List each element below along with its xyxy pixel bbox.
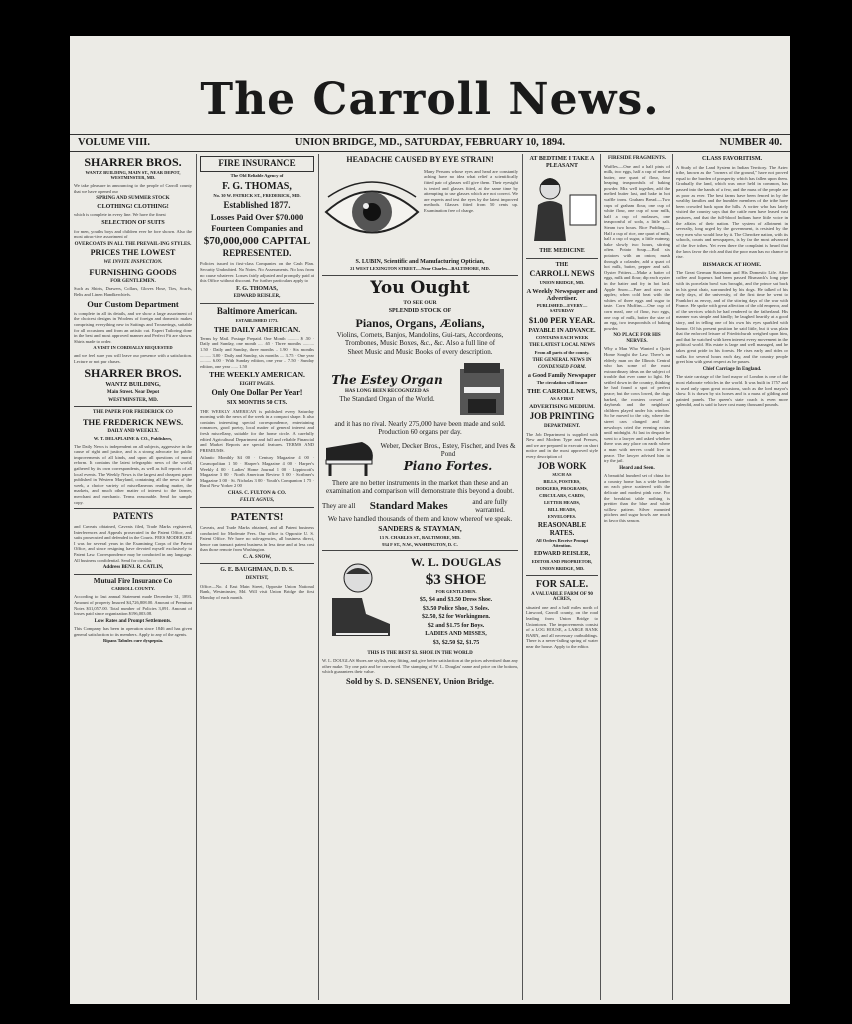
boys-shoe: $2 and $1.75 for Boys. — [427, 622, 485, 629]
delaplaine: W. T. DELAPLAINE & CO., Publishers, — [93, 435, 173, 441]
body-text: The state carriage of the lord mayor of London is one of the most elaborate vehicles in the world. It was built in 1757 and is used only upon great occasions, such as the lord mayor's show. It is drawn by six horses and is a mass of gilding and painted panels. The queen's state coach is even more splendid, and is said to have cost many thousand pounds. — [676, 374, 788, 408]
reasonable-rates: REASONABLE RATES. — [537, 521, 587, 537]
best-shoe: THIS IS THE BEST $3. SHOE IN THE WORLD — [367, 650, 473, 656]
body-text: A beautiful hundred set of china for a country home has a wide border on each piece scattered with the delicate and modest pink rose. For the breakfast table nothing is prettier than the blue and white willow pattern. Silver mounted pitchers and sugar bowls are much in favor this season. — [604, 473, 670, 524]
body-text: W. L. DOUGLAS Shoes are stylish, easy fitting, and give better satisfaction at the prices advertised than any other make. Try one pair and be convinced. The stamping of W. L. Douglas' name and price on the bottom, which guarantees their value. — [322, 658, 518, 675]
lubin: S. LUBIN, Scientific and Manufacturing Optician, — [355, 258, 485, 265]
gentlemen-heading: FOR GENTLEMEN. — [110, 278, 156, 284]
job-printing: JOB PRINTING — [529, 411, 595, 422]
only-one-dollar: Only One Dollar Per Year! — [211, 388, 303, 398]
payable-advance: PAYABLE IN ADVANCE. — [528, 327, 596, 334]
ladies-prices: $3, $2.50 $2, $1.75 — [432, 640, 480, 647]
suits-heading: SELECTION OF SUITS — [101, 219, 165, 226]
weekly-newspaper: A Weekly Newspaper and Advertiser. — [526, 288, 598, 303]
body-text: Waffles.—One and a half pints of milk, two eggs, half a cup of melted butter, one quart of flour, four heaping teaspoonfuls of baking powder. Mix well together, add the melted butter last, and bake in hot waffle irons. Graham Bread.—Two cups of graham flour, one cup of white flour, one cup of sour milk, half a cup of molasses, one teaspoonful of soda, a little salt. Steam two hours. Rice Pudding.—Half a cup of rice, one quart of milk, half a cup of sugar, a little nutmeg; bake slowly two hours, stirring often. Potato Soup.—Boil six potatoes with an onion; mash through a colander, add a quart of hot milk, butter, pepper and salt. Oyster Fritters.—Make a batter of eggs, milk and flour; dip each oyster in the batter and fry in hot lard. Apple Snow.—Pare and stew six apples; when cold beat with the whites of three eggs and sugar to taste. Corn Muffins.—One cup of corn meal, one of flour, two eggs, one cup of milk, butter the size of an egg, two teaspoonfuls of baking powder. — [604, 163, 670, 331]
prompt-attention: All Orders Receive Prompt Attention. — [535, 538, 589, 549]
body-text: The Job Department is supplied with New and Modern Type and Presses, and we are prepared to execute on short notice and in the most approved style every description of — [526, 431, 598, 459]
invite-heading: WE INVITE INSPECTION. — [103, 260, 163, 266]
sheet-music: Sheet Music and Music Books of every description. — [347, 348, 493, 357]
body-text: According to last annual Statement made December 31, 1893. Amount of property Insured $4,726,808.00. Amount of Premium Notes $31,057.00. Total number of Policies 3,091. Amount of losses paid since organization $196,003.08. — [74, 594, 192, 617]
the-carroll-news: THE CARROLL NEWS, — [527, 388, 597, 396]
fourteen-companies: Fourteen Companies and — [211, 223, 303, 233]
sharrer-heading-2: SHARRER BROS. — [84, 365, 182, 380]
carroll-news-ad: CARROLL NEWS — [529, 269, 595, 279]
paper-for: THE PAPER FOR FREDERICK CO — [93, 410, 173, 416]
dateline-text: UNION BRIDGE, MD., SATURDAY, FEBRUARY 10, 1894. — [294, 137, 566, 148]
editor-proprietor: EDITOR AND PROPRIETOR, — [531, 558, 593, 564]
dollar-per-year: $1.00 PER YEAR. — [528, 315, 596, 326]
body-text: and we feel sure you will leave our presence with a satisfaction. Lecture or not pur chases. — [74, 353, 192, 364]
family-newspaper: a Good Family Newspaper — [527, 372, 597, 379]
furnishing-heading: FURNISHING GOODS — [89, 266, 177, 277]
main-street: Main Street. Near Depot — [106, 390, 160, 396]
to-see-our: TO SEE OUR — [403, 300, 437, 307]
three-dollar-shoe: $3 SHOE — [425, 571, 487, 588]
body-text: which is complete in every line. We have the finest — [74, 212, 166, 218]
column-2 — [200, 154, 314, 1000]
for-gentlemen: FOR GENTLEMEN. — [435, 589, 477, 595]
douglas-heading: W. L. DOUGLAS — [410, 555, 502, 570]
department: DEPARTMENT. — [544, 424, 580, 430]
mutual-fire: Mutual Fire Insurance Co — [93, 576, 173, 585]
for-sale: FOR SALE. — [535, 578, 589, 590]
sanders-address: 13 N. CHARLES ST., BALTIMORE, MD. — [379, 534, 461, 540]
job-work: JOB WORK — [537, 460, 587, 471]
standard-organ: The Standard Organ of the World. — [339, 395, 435, 404]
represented: REPRESENTED. — [222, 248, 292, 259]
wantz-building: WANTZ BUILDING, — [105, 381, 161, 388]
latest-local: THE LATEST LOCAL NEWS — [529, 343, 595, 349]
body-text: situated one and a half miles north of Linwood, Carroll county, on the road leading from Union Bridge to Uniontown. The improvements consist of a LOG HOUSE, a LARGE BANK BARN, and all necessary outbuildings. There is a never-failing spring of water near the house. Apply to the editor. — [526, 604, 598, 649]
fulton: CHAS. C. FULTON & CO. — [227, 490, 287, 496]
column-3 — [322, 154, 518, 1000]
condensed-form: CONDENSED FORM. — [537, 365, 587, 371]
body-text: for men, youths boys and children ever be fore shown. Also the most attrac-tive assortment of — [74, 228, 192, 240]
they-are-all: They are all — [322, 501, 356, 510]
medicine: THE MEDICINE — [539, 248, 585, 255]
general-news: THE GENERAL NEWS IN — [532, 357, 592, 363]
pianos-organs: Pianos, Organs, Æolians, — [355, 315, 485, 330]
column-rule — [318, 154, 319, 1000]
capital: $70,000,000 CAPITAL — [203, 235, 311, 248]
body-text: Policies issued in first-class Companies on the Cash Plan. Security Undoubted. No Notes. No Assessments. No loss from no cause whatever. Losses fairly adjusted and promptly paid at this Office without discount. For further particulars apply to — [200, 261, 314, 284]
daily-american: THE DAILY AMERICAN. — [213, 324, 301, 334]
ripans: Ripans Tabules cure dyspepsia. — [103, 638, 163, 644]
sharrer-address: WANTZ BUILDING, MAIN ST., NEAR DEPOT, WESTMINSTER, MD. — [85, 170, 181, 181]
overcoats-heading: OVERCOATS IN ALL THE PREVAIL-ING STYLES. — [74, 241, 192, 247]
fire-insurance: FIRE INSURANCE — [200, 156, 314, 172]
body-text: A Study of the Land System in Indian Territory. The Aztec tribe, known as the "owners of the ground," have not proved equal to the burden of prosperity which has fallen upon them. Gradually the land, which was once held in common, has passed into the hands of a few, and the mass of the people are as poor as ever. The best farms have been fenced in by the wealthy families and the humbler members of the tribe have been crowded back upon the hills. A writer who has lately visited the country says that the cattle men have leased vast pastures, and that the full-blood Indians have little voice in the affairs of their nation. The system of allotment in severalty, long urged by the government, is resisted by the very men who would lose by it. The Cherokee nation, with its schools, courts and newspapers, is by far the most advanced of the five tribes. Yet even there the complaint is heard that the laws favor the rich and that the poor man has no chance to rise. — [676, 164, 788, 260]
newspaper-page — [70, 36, 790, 1004]
column-4 — [526, 154, 598, 1000]
column-rule — [196, 154, 197, 1000]
masthead-title: The Carroll News. — [200, 74, 660, 125]
body-text: Office—No. 4 East Main Street, Opposite Union National Bank, Westminster, Md. Will visit Union Bridge the first Monday of each month. — [200, 583, 314, 600]
valuable-farm: A VALUABLE FARM OF 90 ACRES, — [531, 591, 593, 603]
envelopes: ENVELOPES. — [547, 514, 577, 520]
estey-organ: The Estey Organ — [331, 372, 443, 387]
agency: The Old Reliable Agency of — [230, 172, 284, 178]
fireside-fragments: FIRESIDE FRAGMENTS. — [607, 156, 667, 161]
contains-each-week: CONTAINS EACH WEEK — [535, 335, 589, 341]
patents-heading-2: PATENTS! — [230, 510, 284, 523]
weekly-american: THE WEEKLY AMERICAN. — [209, 370, 305, 380]
circulars-cards: CIRCULARS, CARDS, — [539, 493, 585, 499]
bill-heads: BILL HEADS, — [547, 507, 577, 513]
sanders-address-2: 934 F ST., N.W., WASHINGTON, D. C. — [382, 541, 458, 547]
the-label: THE — [555, 261, 569, 268]
piano-makers: Weber, Decker Bros., Estey, Fischer, and Ives & Pond — [380, 442, 516, 458]
as-first: AS A FIRST — [549, 396, 574, 402]
rates-table: Terms by Mail. Postage Prepaid. One Month .......... $ .50 · Daily and Sunday, one month .... .65 · Three months .......... 1.50 · Daily and Sunday, three months .. 1.90 · Six months .......... 3.00 · Daily and Sunday, six months .... 3.75 · One year .......... 6.00 · With Sunday edition, one year .. 7.50 · Sunday edition, one year ...... 1.50 — [200, 335, 314, 369]
advertising-medium: ADVERTISING MEDIUM. — [529, 404, 595, 411]
chief-carriage: Chief Carriage In England. — [702, 366, 762, 372]
visit-heading: A VISIT IN CORDIALLY REQUESTED — [93, 345, 173, 351]
splendid-stock: SPLENDID STOCK OF — [388, 308, 452, 315]
nearly-sold: and it has no rival. Nearly 275,000 have been made and sold. Production 60 organs per day. — [334, 419, 506, 436]
piano-fortes: Piano Fortes. — [403, 459, 493, 474]
losses-paid: Losses Paid Over $70.000 — [210, 211, 304, 222]
long-recognized: HAS LONG BEEN RECOGNIZED AS — [345, 388, 429, 394]
body-text: Such as Shirts, Drawers, Collars, Gloves Hose, Ties, Scarfs, Belts and Linen Handkerchiefs. — [74, 286, 192, 297]
catlin: Address BENJ. R. CATLIN, — [102, 565, 164, 571]
dodgers-programs: DODGERS, PROGRAMS, — [536, 486, 588, 492]
westminster: WESTMINSTER, MD. — [108, 397, 158, 403]
body-text: and Caveats obtained, Caveats filed, Trade Marks registered, Interferences and Appeals prosecuted in the Patent Office, and suits prosecuted and defended in the Courts. FEES MODERATE. I was for several years in the Examining Corps of the Patent Office, and since resigning have devoted myself exclusively to Patent Law. Correspondence may be conducted in any language. All business confidential. Send for circular. — [74, 524, 192, 563]
column-6 — [676, 154, 788, 1000]
clothing-heading: CLOTHING! CLOTHING! — [97, 203, 169, 210]
standard-makes: Standard Makes — [369, 499, 448, 512]
low-rates: Low Rates and Prompt Settlements. — [94, 618, 172, 624]
bismarck-at-home: BISMARCK AT HOME. — [702, 261, 762, 268]
published-saturday: PUBLISHED—EVERY—SATURDAY — [536, 303, 588, 314]
body-text: We take pleasure in announcing to the people of Carroll county that we have opened our — [74, 183, 192, 194]
eight-pages: EIGHT PAGES. — [239, 381, 275, 387]
custom-heading: Our Custom Department — [87, 298, 179, 309]
daily-weekly: DAILY AND WEEKLY. — [107, 429, 159, 435]
clubbing-table: Atlantic Monthly $4 00 · Century Magazine 4 00 · Cosmopolitan 1 50 · Harper's Magazine 4 00 · Harper's Weekly 4 00 · Ladies' Home Journal 1 00 · Lippincott's Magazine 3 00 · North American Review 5 00 · Scribner's Magazine 3 00 · St. Nicholas 3 00 · Youth's Companion 1 75 · Rural New Yorker 2 00 — [200, 455, 314, 489]
no-better: There are no better instruments in the market than these and an examination and comparison will demonstrate this beyond a doubt. — [326, 479, 514, 495]
heard-and-seen: Heard and Seen. — [619, 465, 655, 471]
such-as: SUCH AS — [552, 472, 572, 478]
body-text: THE WEEKLY AMERICAN is published every Saturday morning with the news of the week in a compact shape. It also contains interesting special correspondence, entertaining romances, good poetry, local matter of general interest and fresh miscellany, suitable for the home circle. A carefully edited Agricultural Department and full and reliable Financial and Market Reports are special features. TERMS AND PREMIUMS. — [200, 408, 314, 453]
column-rule — [522, 154, 523, 1000]
police-shoe: $3.50 Police Shoe, 3 Soles. — [422, 605, 490, 612]
headache-heading: HEADACHE CAUSED BY EYE STRAIN! — [346, 155, 494, 164]
organ-icon — [452, 359, 512, 419]
sanders-stayman: SANDERS & STAYMAN, — [378, 524, 462, 534]
shoe-icon — [322, 554, 394, 646]
issue-number: NUMBER 40. — [719, 137, 782, 148]
baltimore-american: Baltimore American. — [216, 305, 298, 316]
frederick-news: THE FREDERICK NEWS. — [82, 416, 184, 427]
from-county: From all parts of the county. — [534, 349, 590, 355]
eye-text: Many Persons whose eyes and head are constantly aching have no idea what relief a scientifically fitted pair of glasses will give them. Their eyesight is tested and glasses fitted, at the same time by attempting to use glasses which are not correct. We are experts and test the eyes by the latest improved methods. Glasses fitted from 50 cents up. Examination free of charge. — [424, 168, 518, 213]
woman-portrait-icon — [526, 171, 598, 241]
body-text: is complete in all its details, and we show a large assortment of the choicest designs in Woolens of foreign and domestic makes comprising everything new in Suitings and Trouserings, suitable for all occasions and from an artistic cut. Expert Tailoring done in the best and most approved manner and Perfect Fit are shown. Shirts made to order. — [74, 310, 192, 344]
dateline-bar — [70, 134, 790, 152]
body-text: The Great German Statesman and His Domestic Life. After coffee and liqueurs had been passed Bismarck's long pipe with its porcelain bowl was brought, and the prince sat back in his great chair, surrounded by his dogs. He talked of his early days, of the university, of the first time he went to Frankfort as envoy, and of the stirring days of the war with France. He spoke with great affection of the old emperor, and of the services which he had rendered to the fatherland. His manner was simple and kindly; he laughed heartily at a good story, and in telling one of his own his eyes sparkled with humor. Of his present position he said little, but it was plain that the enforced leisure of Friedrichsruh weighed upon him, and that he watched with keen interest every movement in the political world. His estate is large and well managed, and he takes great pride in his forests. He rises early and rides or walks for several hours each day, and the country people greet him with great respect as he passes. — [676, 269, 788, 365]
carroll-county: CARROLL COUNTY. — [111, 586, 155, 592]
six-months: SIX MONTHS 50 CTS. — [226, 399, 288, 406]
union-bridge: UNION BRIDGE, MD. — [539, 280, 585, 286]
sharrer-heading: SHARRER BROS. — [84, 155, 182, 169]
letter-heads: LETTER HEADS, — [543, 500, 580, 506]
piano-icon — [322, 438, 378, 478]
body-text: Why a Man Who Wanted a Quiet Home Sought the Law. There's an elderly man on the Illinois Central who has some of the most extraordinary ideas on the subject of trouble that ever came to light. He settled down in the country, thinking he had found a spot of perfect peace; but the cows lowed, the dogs barked, the roosters crowed at daybreak and the neighbors' children played under his window. So he moved to the city, where the street cars clanged and the newsboys cried the evening extras until midnight. At last in despair he went to a lawyer and asked whether there was any place on earth where a man with nerves could live in peace. The lawyer advised him to try the jail. — [604, 346, 670, 464]
circulation: The circulation will insure — [536, 380, 588, 386]
body-text: Caveats, and Trade Marks obtained, and all Patent business conducted for Moderate Fees. Our office is Opposite U. S. Patent Office. We have no sub-agencies, all business direct, hence can transact patent business in less time and at less cost than those remote from Washington. — [200, 524, 314, 553]
column-5 — [604, 154, 670, 1000]
lubin-address: 21 WEST LEXINGTON STREET.—Near Charles—BALTIMORE, MD. — [350, 266, 490, 272]
you-ought: You Ought — [370, 278, 470, 299]
bills-posters: BILLS, POSTERS, — [543, 479, 581, 485]
handled-thousands: We have handled thousands of them and know whereof we speak. — [327, 514, 513, 523]
column-rule — [600, 154, 601, 1000]
ladies-misses: LADIES AND MISSES, — [425, 631, 487, 638]
baughman: G. E. BAUGHMAN, D. D. S. — [220, 567, 294, 574]
bedtime-ad: AT BEDTIME I TAKE A PLEASANT — [529, 156, 595, 169]
column-1 — [74, 154, 192, 1000]
no-place-nerves: NO PLACE FOR HIS NERVES. — [613, 333, 661, 344]
snow: C. A. SNOW, — [242, 554, 272, 560]
est-1773: ESTABLISHED 1773. — [235, 317, 279, 323]
felix-agnus: FELIX AGNUS, — [239, 498, 275, 504]
body-text: The Daily News is independent on all subjects, aggressive in the cause of right and justice, and is a strong advocate for public improvements of all kinds, and upon all questions of moral reform. It contains the latest telegraphic news of the world, gathered by its own correspondents, as well as full reports of all local events. The Weekly News is the largest and cheapest paper published in Western Maryland, containing all the news of the week, a choice variety of miscellaneous reading matter, the markets, and much other matter of interest to the farmer, merchant and mechanic. Terms reasonable. Send for sample copy. — [74, 443, 192, 505]
dress-shoe: $5, $4 and $3.50 Dress Shoe. — [419, 597, 493, 604]
instruments-list: Violins, Cornets, Banjos, Mandolins, Gui-tars, Accordeons, Trombones, Music Boxes, &c., &c. Also a full line of — [336, 330, 504, 347]
eye-icon — [322, 167, 422, 257]
workingmen-shoe: $2.50, $2 for Workingmen. — [421, 614, 491, 621]
spring-stock: SPRING AND SUMMER STOCK — [96, 196, 170, 202]
body-text: This Company has been in operation since 1846 and has given general satisfaction to its members. Apply to any of the agents. — [74, 626, 192, 637]
class-favoritism: CLASS FAVORITISM. — [701, 156, 762, 162]
volume-label: VOLUME VIII. — [78, 137, 150, 148]
thomas-heading: F. G. THOMAS, — [222, 180, 292, 192]
established: Established 1877. — [223, 199, 291, 210]
dentist: DENTIST, — [245, 576, 269, 582]
prices-heading: PRICES THE LOWEST — [90, 248, 176, 258]
column-rule — [672, 154, 673, 1000]
sold-by: Sold by S. D. SENSENEY, Union Bridge. — [345, 675, 494, 686]
patents-heading: PATENTS — [112, 511, 154, 522]
fully-warranted: and are fully warranted. — [472, 497, 508, 514]
thomas-address: No. 30 W. PATRICK ST., FREDERICK, MD. — [213, 192, 301, 198]
reisler-editor: EDWARD REISLER, — [533, 551, 590, 558]
reisler: EDWARD REISLER, — [233, 294, 281, 300]
union-bridge-2: UNION BRIDGE, MD. — [539, 565, 585, 571]
thomas-2: F. G. THOMAS, — [236, 285, 278, 292]
